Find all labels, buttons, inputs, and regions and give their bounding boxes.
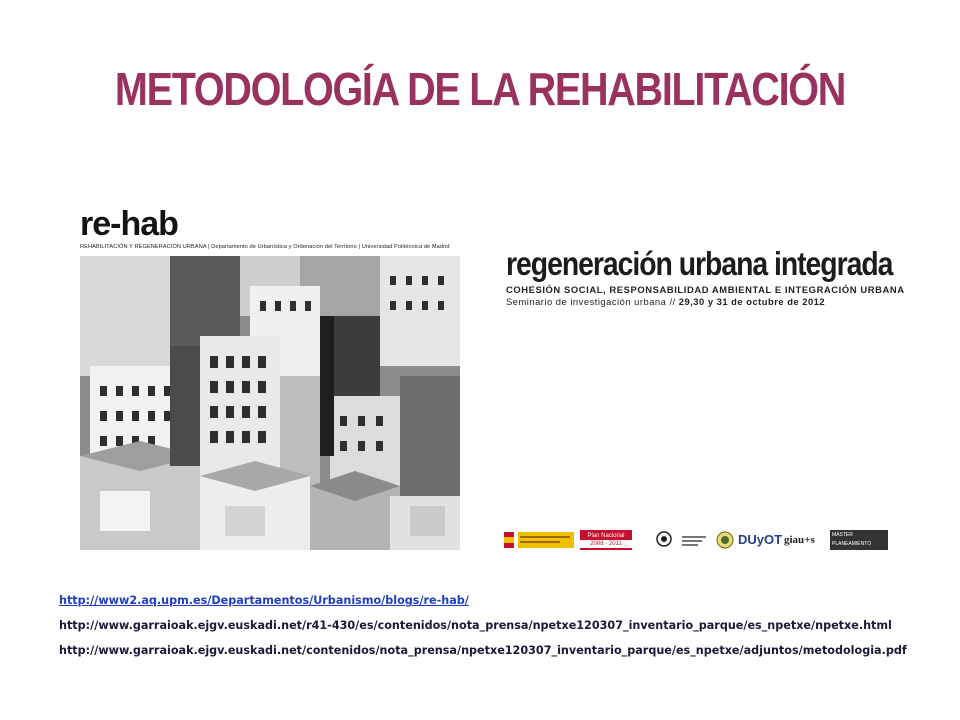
- etsam-seal-logo: [714, 530, 736, 550]
- seminar-label: Seminario de investigación urbana //: [506, 296, 676, 307]
- rehab-subtitle: REHABILITACIÓN Y REGENERACIÓN URBANA | Departamento de Urbanística y Ordenación del Territorio | Universidad Politécnica de Madrid: [80, 244, 450, 250]
- link-npetxe-html[interactable]: http://www.garraioak.ejgv.euskadi.net/r41-430/es/contenidos/nota_prensa/npetxe120307_inventario_parque/es_npetxe/npetxe.html: [59, 619, 892, 632]
- city-rooftops-photo: [80, 256, 460, 550]
- rehab-logo: re-hab: [80, 205, 178, 243]
- spain-government-logo: [504, 530, 574, 550]
- seminar-banner: [80, 205, 905, 565]
- sponsor-logos: [504, 530, 888, 565]
- upm-logo: [654, 530, 678, 550]
- duyot-logo: DUyOT: [738, 532, 783, 547]
- link-rehab-blog[interactable]: http://www2.aq.upm.es/Departamentos/Urbanismo/blogs/re-hab/: [59, 594, 469, 607]
- giau-logo: giau+s: [784, 534, 815, 546]
- slide-title: METODOLOGÍA DE LA REHABILITACIÓN: [114, 63, 846, 115]
- link-metodologia-pdf[interactable]: http://www.garraioak.ejgv.euskadi.net/contenidos/nota_prensa/npetxe120307_inventario_parque/es_npetxe/adjuntos/metodologia.pdf: [59, 644, 907, 657]
- campus-excelencia-logo: [680, 530, 710, 550]
- plan-nacional-label: Plan Nacional: [587, 533, 625, 539]
- regeneracion-subtitle: COHESIÓN SOCIAL, RESPONSABILIDAD AMBIENTAL E INTEGRACIÓN URBANA: [506, 284, 905, 295]
- plan-nacional-logo: [580, 530, 632, 550]
- reference-links: [59, 588, 939, 663]
- master-planeamiento-logo: MASTER PLANEAMIENTO URBANO Y TERRITORIAL: [830, 530, 888, 550]
- seminar-line: [506, 296, 825, 307]
- regeneracion-title: regeneración urbana integrada: [506, 245, 893, 282]
- seminar-dates: 29,30 y 31 de octubre de 2012: [678, 296, 826, 307]
- plan-nacional-years: 2008 · 2011: [580, 540, 632, 548]
